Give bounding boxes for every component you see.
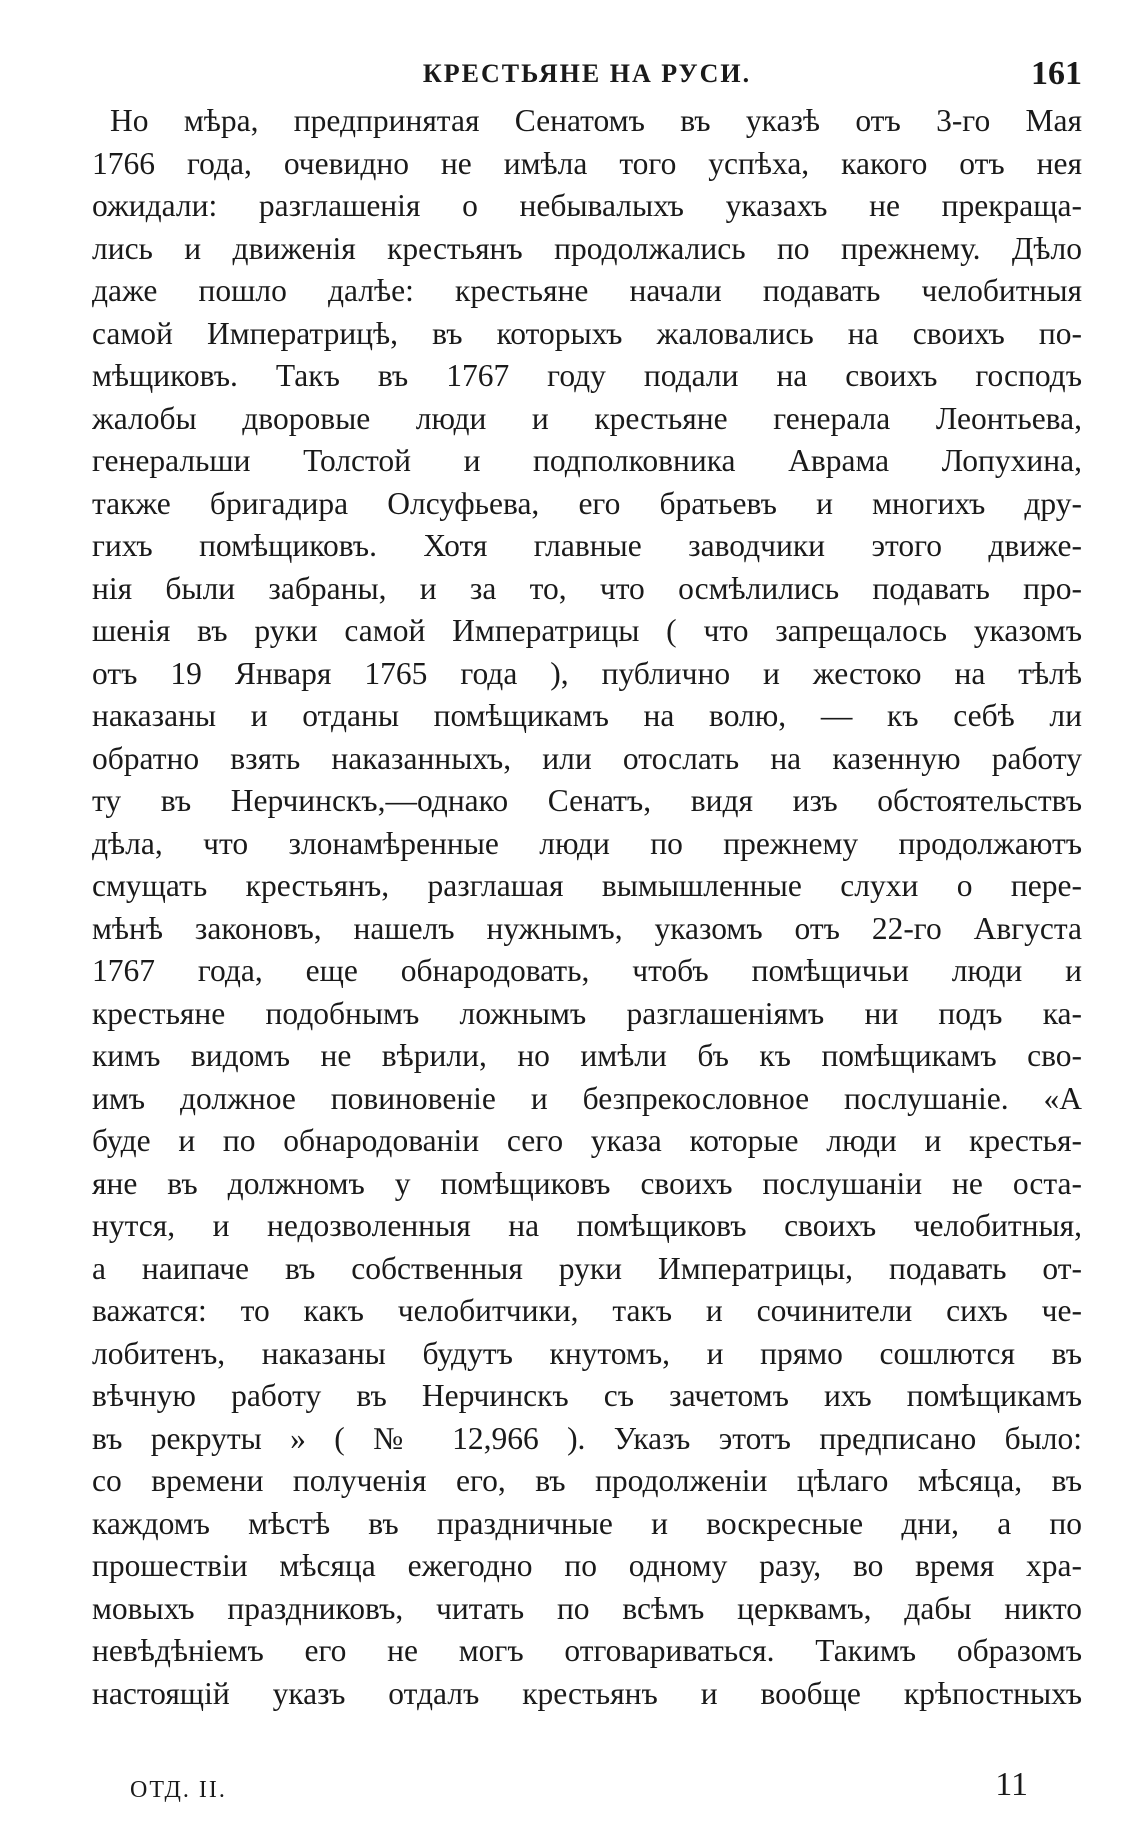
text-line: смущать крестьянъ, разглашая вымышленные слухи о пере- (92, 868, 1082, 903)
text-line: самой Императрицѣ, въ которыхъ жаловались на своихъ по- (92, 315, 1082, 351)
text-line: ожидали: разглашенія о небывалыхъ указахъ не прекраща- (92, 188, 1082, 223)
running-title: КРЕСТЬЯНЕ НА РУСИ. (422, 59, 752, 88)
text-line: яне въ должномъ у помѣщиковъ своихъ послушаніи не оста- (92, 1165, 1082, 1201)
text-line: гихъ помѣщиковъ. Хотя главные заводчики этого движе- (92, 528, 1082, 563)
text-line: въ рекруты » ( № 12,966 ). Указъ этотъ предписано было: (92, 1420, 1082, 1456)
text-line: мѣщиковъ. Такъ въ 1767 году подали на своихъ господъ (92, 358, 1082, 393)
signature-mark: 11 (995, 1766, 1028, 1803)
text-line: со времени полученія его, въ продолженіи цѣлаго мѣсяца, въ (92, 1463, 1082, 1498)
text-line: лись и движенія крестьянъ продолжались по прежнему. Дѣло (92, 230, 1082, 266)
text-line: шенія въ руки самой Императрицы ( что запрещалось указомъ (92, 613, 1082, 648)
page-number: 161 (1031, 55, 1082, 92)
text-line: 1766 года, очевидно не имѣла того успѣха, какого отъ нея (92, 145, 1082, 181)
text-line: генеральши Толстой и подполковника Аврама Лопухина, (92, 443, 1082, 478)
text-line: лобитенъ, наказаны будутъ кнутомъ, и прямо сошлются въ (92, 1335, 1082, 1371)
running-head (92, 52, 1082, 96)
signature: ОТД. II. (130, 1777, 227, 1803)
text-line: кимъ видомъ не вѣрили, но имѣли бъ къ помѣщикамъ сво- (92, 1038, 1082, 1073)
text-line: дѣла, что злонамѣренные люди по прежнему продолжаютъ (92, 825, 1082, 861)
text-line: прошествіи мѣсяца ежегодно по одному разу, во время хра- (92, 1548, 1082, 1583)
text-line: нутся, и недозволенныя на помѣщиковъ своихъ челобитныя, (92, 1208, 1082, 1243)
text-line: также бригадира Олсуфьева, его братьевъ и многихъ дру- (92, 485, 1082, 521)
text-line: даже пошло далѣе: крестьяне начали подавать челобитныя (92, 273, 1082, 308)
text-line: каждомъ мѣстѣ въ праздничные и воскресные дни, а по (92, 1505, 1082, 1541)
text-line: вѣчную работу въ Нерчинскъ съ зачетомъ ихъ помѣщикамъ (92, 1378, 1082, 1413)
text-line: невѣдѣніемъ его не могъ отговариваться. Такимъ образомъ (92, 1633, 1082, 1668)
text-line: имъ должное повиновеніе и безпрекословное послушаніе. «А (92, 1080, 1082, 1116)
text-line: а наипаче въ собственныя руки Императрицы, подавать от- (92, 1250, 1082, 1286)
text-line: наказаны и отданы помѣщикамъ на волю, — къ себѣ ли (92, 698, 1082, 733)
text-line: 1767 года, еще обнародовать, чтобъ помѣщичьи люди и (92, 953, 1082, 988)
text-line: ту въ Нерчинскъ,—однако Сенатъ, видя изъ обстоятельствъ (92, 783, 1082, 818)
text-line: обратно взять наказанныхъ, или отослать на казенную работу (92, 740, 1082, 776)
text-line: мовыхъ праздниковъ, читать по всѣмъ церквамъ, дабы никто (92, 1590, 1082, 1626)
text-line: важатся: то какъ челобитчики, такъ и сочинители сихъ че- (92, 1293, 1082, 1328)
text-line: мѣнѣ законовъ, нашелъ нужнымъ, указомъ отъ 22-го Августа (92, 910, 1082, 946)
text-line: Но мѣра, предпринятая Сенатомъ въ указѣ отъ 3-го Мая (110, 103, 1082, 138)
text-line: крестьяне подобнымъ ложнымъ разглашеніямъ ни подъ ка- (92, 995, 1082, 1031)
text-line: жалобы дворовые люди и крестьяне генерала Леонтьева, (92, 400, 1082, 436)
text-line: нія были забраны, и за то, что осмѣлились подавать про- (92, 570, 1082, 606)
text-line: отъ 19 Января 1765 года ), публично и жестоко на тѣлѣ (92, 655, 1082, 691)
body-text (92, 100, 1082, 1715)
text-line: буде и по обнародованіи сего указа которые люди и крестья- (92, 1123, 1082, 1158)
text-line: настоящій указъ отдалъ крестьянъ и вообще крѣпостныхъ (92, 1675, 1082, 1711)
